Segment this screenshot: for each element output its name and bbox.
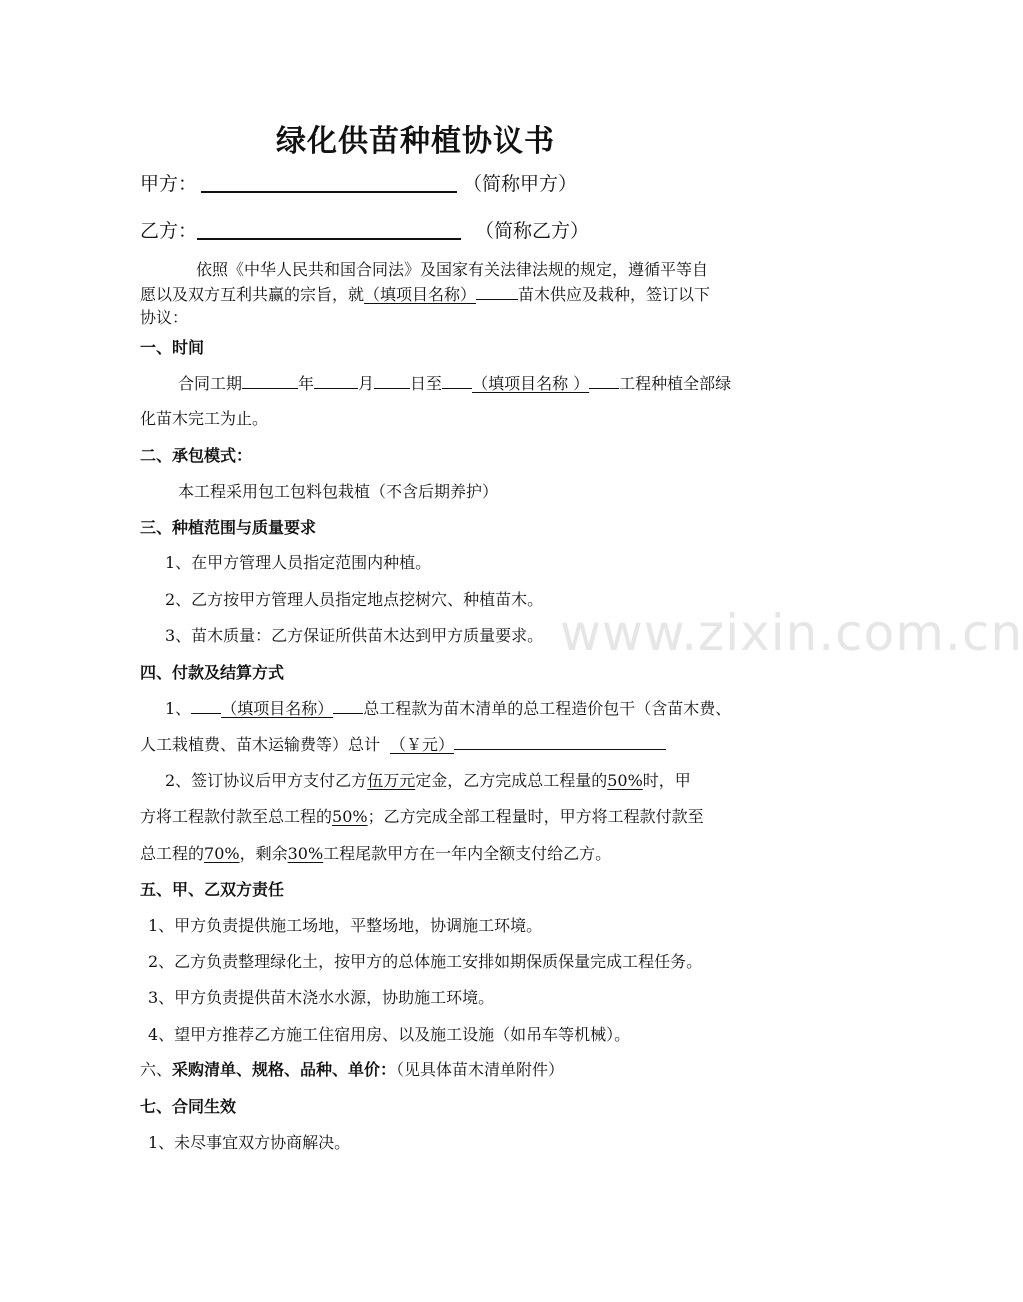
section-4-item-2-line-3: 总工程的70%，剩余30%工程尾款甲方在一年内全额支付给乙方。	[140, 844, 612, 863]
project-blank-post	[589, 387, 619, 389]
percent-value: 30%	[287, 844, 324, 863]
section-4-item-2-line-1: 2、签订协议后甲方支付乙方伍万元定金，乙方完成总工程量的50%时，甲	[165, 771, 691, 790]
deposit-amount: 伍万元	[367, 771, 416, 790]
section-4-project-name: （填项目名称）	[221, 699, 334, 718]
section-3-item: 3、苗木质量：乙方保证所供苗木达到甲方质量要求。	[165, 626, 544, 645]
party-b-blank	[197, 238, 461, 240]
document-title: 绿化供苗种植协议书	[276, 124, 555, 159]
party-a-note: （简称甲方）	[463, 173, 578, 195]
project-blank-pre	[191, 712, 221, 714]
section-2-line-1: 本工程采用包工包料包栽植（不含后期养护）	[178, 482, 499, 501]
month-blank	[314, 387, 358, 389]
contract-period-label: 合同工期	[178, 374, 243, 393]
party-b-label: 乙方：	[140, 220, 198, 242]
section-7-item: 1、未尽事宜双方协商解决。	[148, 1133, 351, 1152]
section-7-heading: 七、合同生效	[140, 1097, 237, 1116]
section-1-text-f: 工程种植全部绿	[619, 374, 732, 393]
intro-project-name: （填项目名称）	[364, 285, 477, 304]
section-4-item-1-line-2	[140, 737, 666, 753]
intro-text-c: 苗木供应及栽种，签订以下	[518, 285, 711, 304]
section-1-line-2: 化苗木完工为止。	[140, 409, 269, 428]
section-6-line	[140, 1062, 564, 1078]
total-blank	[454, 748, 666, 750]
section-5-item: 2、乙方负责整理绿化土，按甲方的总体施工安排如期保质保量完成工程任务。	[148, 952, 703, 971]
item-number: 1、	[165, 699, 192, 718]
watermark: www.zixin.com.cn	[560, 604, 1023, 662]
section-6-note: （见具体苗木清单附件）	[396, 1060, 565, 1079]
party-a-label: 甲方：	[140, 173, 198, 195]
section-3-item: 1、在甲方管理人员指定范围内种植。	[165, 553, 432, 572]
section-5-item: 1、甲方负责提供施工场地，平整场地，协调施工环境。	[148, 916, 543, 935]
party-a-line	[140, 175, 577, 194]
section-5-item: 3、甲方负责提供苗木浇水水源，协助施工环境。	[148, 988, 495, 1007]
percent-value: 70%	[204, 844, 240, 863]
section-4-item-1-line-1	[165, 701, 731, 717]
intro-line-3: 协议：	[140, 308, 189, 327]
total-amount: （￥元）	[390, 735, 455, 754]
percent-value: 50%	[332, 807, 368, 826]
intro-line-2	[140, 287, 710, 303]
party-b-line	[140, 222, 589, 241]
section-1-heading: 一、时间	[140, 338, 205, 357]
day-blank	[374, 387, 410, 389]
year-label: 年	[298, 374, 315, 393]
party-a-blank	[201, 191, 457, 193]
percent-value: 50%	[607, 771, 643, 790]
total-label: 人工栽植费、苗木运输费等）总计	[140, 735, 381, 754]
intro-blank	[476, 298, 518, 300]
section-5-item: 4、望甲方推荐乙方施工住宿用房、以及施工设施（如吊车等机械）。	[148, 1025, 631, 1044]
section-3-heading: 三、种植范围与质量要求	[140, 518, 317, 537]
section-2-heading: 二、承包模式：	[140, 446, 253, 465]
month-label: 月	[358, 374, 375, 393]
section-3-item: 2、乙方按甲方管理人员指定地点挖树穴、种植苗木。	[165, 590, 544, 609]
intro-text-a: 愿以及双方互利共赢的宗旨，就	[140, 285, 365, 304]
section-1-line-1	[178, 376, 731, 392]
section-6-heading: 采购清单、规格、品种、单价：	[172, 1060, 397, 1079]
section-5-heading: 五、甲、乙双方责任	[140, 880, 285, 899]
section-4-heading: 四、付款及结算方式	[140, 663, 285, 682]
section-6-number: 六、	[140, 1060, 173, 1079]
section-4-text-c: 总工程款为苗木清单的总工程造价包干（含苗木费、	[363, 699, 732, 718]
day-label: 日至	[410, 374, 443, 393]
section-1-project-name: （填项目名称 ）	[472, 374, 590, 393]
year-blank	[242, 387, 298, 389]
intro-line-1: 依照《中华人民共和国合同法》及国家有关法律法规的规定，遵循平等自	[196, 260, 709, 279]
party-b-note: （简称乙方）	[475, 220, 590, 242]
project-blank-pre	[442, 387, 472, 389]
project-blank-post	[333, 712, 363, 714]
section-4-item-2-line-2: 方将工程款付款至总工程的50%；乙方完成全部工程量时，甲方将工程款付款至	[140, 807, 704, 826]
